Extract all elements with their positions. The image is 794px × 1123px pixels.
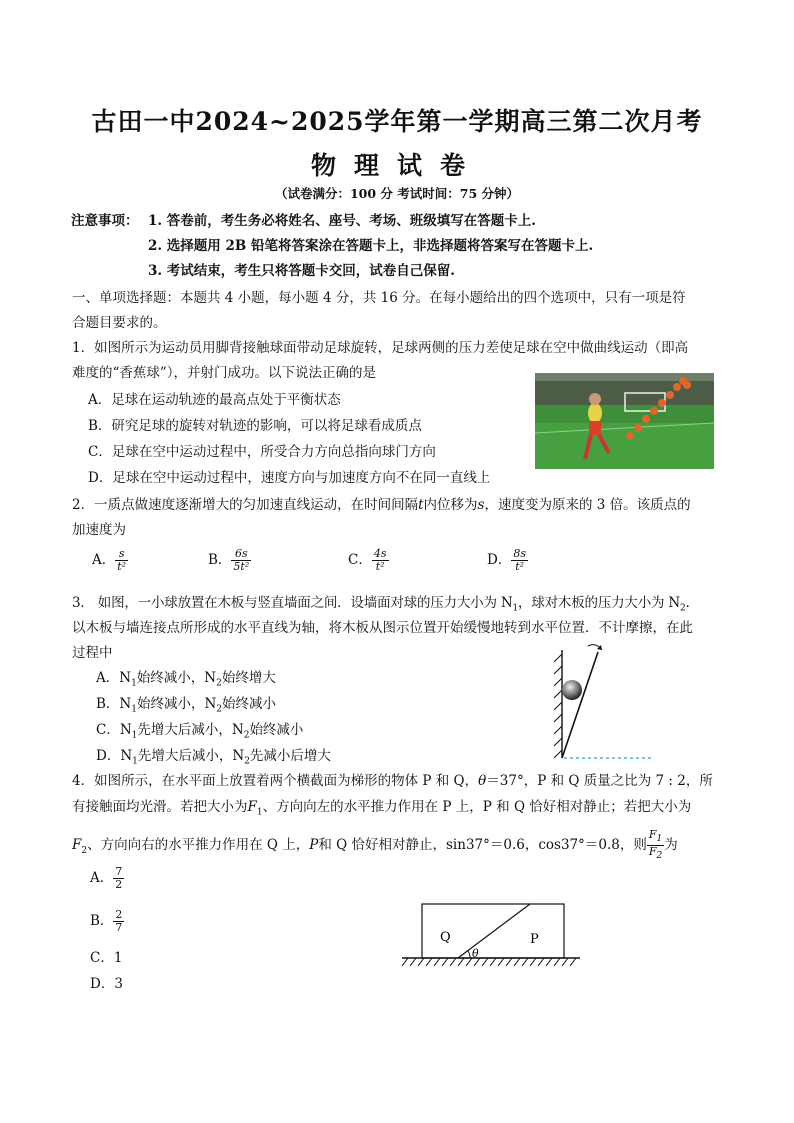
block-p-label: P: [530, 932, 539, 947]
q3-option-d-text2: 先增大后减小，N: [137, 748, 245, 764]
q3-option-b-text2: 始终减小，N: [136, 696, 217, 712]
q3-option-d-sub2: 2: [244, 756, 250, 767]
section-heading: 一、单项选择题：本题共 4 小题，每小题 4 分，共 16 分。在每小题给出的四个选项中，只有一项是符: [72, 290, 686, 306]
q3-sub-1: 1: [512, 603, 519, 614]
q3-option-d-text3: 先减小后增大: [249, 748, 331, 764]
q2-option-d-label: D．: [487, 552, 512, 568]
note-item-1: 1. 答卷前，考生务必将姓名、座号、考场、班级填写在答题卡上.: [148, 213, 536, 229]
q3-option-d: [96, 746, 331, 772]
q2-var-t: t: [418, 497, 424, 513]
q3-option-b-text3: 始终减小: [222, 696, 277, 712]
q2-option-c-den: t²: [375, 560, 385, 573]
q4-option-b-label: B．: [90, 913, 114, 929]
q3-sub-2: 2: [680, 603, 686, 614]
q1-stem-line1: 1．如图所示为运动员用脚背接触球面带动足球旋转，足球两侧的压力差使足球在空中做曲线运动（即高: [72, 340, 689, 356]
q3-option-a-text2: 始终减小，N: [136, 670, 217, 686]
q2-option-b-num: 6s: [231, 548, 251, 561]
q2-option-a-label: A．: [92, 552, 116, 568]
q3-option-a-sub2: 2: [216, 678, 222, 689]
q4-option-b-den: 7: [115, 921, 123, 934]
q4-option-c: C．1: [90, 950, 123, 966]
q3-option-c-sub2: 2: [243, 730, 250, 741]
q2-option-d-den: t²: [515, 560, 525, 573]
exam-title: 古田一中2024~2025学年第一学期高三第二次月考: [91, 107, 703, 136]
q3-option-c-text2: 先增大后减小，N: [137, 722, 244, 738]
q4-option-a: [90, 866, 124, 891]
q2-option-a-num: s: [115, 548, 128, 561]
q4-ratio-num-sub: 1: [656, 834, 663, 845]
wall-ball-figure: [540, 640, 660, 765]
q3-stem-line3: 过程中: [72, 645, 113, 661]
blocks-figure: [400, 898, 585, 973]
q3-option-c-sub1: 1: [131, 730, 138, 741]
q4-var-theta: θ: [478, 773, 487, 789]
q4-text-e: 、方向向右的水平推力作用在 Q 上，: [87, 837, 310, 854]
q3-option-c-text3: 始终减小: [249, 722, 304, 738]
q2-option-b-label: B．: [208, 552, 232, 568]
notes-label: 注意事项：: [71, 213, 139, 229]
q4-ratio-num-F: F: [648, 828, 657, 841]
q3-option-b-text1: B．N: [96, 696, 132, 712]
q3-option-c: [96, 720, 303, 746]
q2-option-b-den: 5t²: [233, 560, 250, 573]
q1-option-a: A．足球在运动轨迹的最高点处于平衡状态: [88, 392, 341, 408]
q1-option-c: C．足球在空中运动过程中，所受合力方向总指向球门方向: [88, 444, 436, 460]
q4-text-d: 、方向向左的水平推力作用在 P 上，P 和 Q 恰好相对静止；若把大小为: [262, 799, 692, 815]
q4-text-a: 4．如图所示，在水平面上放置着两个横截面为梯形的物体 P 和 Q，: [72, 773, 479, 789]
q4-text-f: 和 Q 恰好相对静止，sin37°＝0.6，cos37°＝0.8，则: [318, 837, 647, 854]
q3-option-d-sub1: 1: [132, 756, 138, 767]
q3-option-a-text1: A．N: [96, 670, 132, 686]
soccer-photo: [535, 373, 714, 469]
q4-stem-line1: [72, 771, 713, 791]
exam-subject: 物理试卷: [310, 151, 483, 180]
q2-option-d: [487, 548, 528, 573]
q3-stem-line1: [72, 593, 699, 619]
q3-text-a: 3． 如图，一小球放置在木板与竖直墙面之间．设墙面对球的压力大小为 N: [72, 595, 513, 611]
q1-option-d: D．足球在空中运动过程中，速度方向与加速度方向不在同一直线上: [88, 470, 491, 486]
q4-option-b: [90, 909, 124, 934]
q4-sub-1: 1: [256, 807, 263, 818]
q2-option-c-label: C．: [348, 552, 372, 568]
q4-var-P: P: [309, 837, 319, 854]
q2-text-b: 内位移为: [423, 497, 478, 513]
q4-text-b: ＝37°，P 和 Q 质量之比为 7 : 2，所: [486, 773, 713, 789]
q3-option-a-text3: 始终增大: [221, 670, 276, 686]
q2-var-s: s: [477, 497, 485, 513]
q3-text-c: ．: [685, 595, 699, 611]
q1-option-b: B．研究足球的旋转对轨迹的影响，可以将足球看成质点: [88, 418, 422, 434]
q1-stem-line2: 难度的“香蕉球”），并射门成功。以下说法正确的是: [72, 365, 377, 381]
q2-option-d-num: 8s: [513, 547, 526, 560]
q2-option-c: [348, 548, 389, 573]
q4-text-c: 有接触面均光滑。若把大小为: [72, 799, 248, 815]
q3-option-a-sub1: 1: [131, 678, 137, 689]
q4-option-d: D．3: [90, 976, 123, 992]
q4-option-a-num: 7: [115, 865, 123, 878]
q2-text-a: 2．一质点做速度逐渐增大的匀加速直线运动，在时间间隔: [72, 497, 419, 513]
q2-stem-line2: 加速度为: [72, 522, 126, 538]
q4-text-g: 为: [664, 837, 678, 854]
q2-option-b: [208, 548, 251, 573]
q2-option-a-den: t²: [117, 560, 127, 573]
q2-option-c-num: 4s: [373, 547, 387, 560]
q4-ratio-den-F: F: [648, 845, 657, 859]
exam-info: （试卷满分：100 分 考试时间：75 分钟）: [274, 186, 520, 201]
q3-option-b-sub1: 1: [131, 704, 137, 715]
q3-option-b-sub2: 2: [216, 704, 223, 715]
q4-stem-line3: [72, 829, 678, 862]
q3-stem-line2: 以木板与墙连接点所形成的水平直线为轴，将木板从图示位置开始缓慢地转到水平位置．不计摩擦，在此: [72, 620, 693, 636]
q4-var-F1: F: [247, 799, 257, 815]
q3-option-a: [96, 668, 276, 694]
q4-ratio-den-sub: 2: [656, 851, 663, 862]
q2-text-c: ，速度变为原来的 3 倍。该质点的: [484, 497, 691, 513]
q3-option-b: [96, 694, 276, 720]
q4-option-b-num: 2: [115, 908, 123, 921]
block-q-label: Q: [440, 930, 451, 945]
angle-theta-label: θ: [472, 947, 479, 960]
q3-text-b: ，球对木板的压力大小为 N: [518, 595, 681, 611]
note-item-3: 3. 考试结束，考生只将答题卡交回，试卷自己保留.: [148, 263, 455, 279]
q4-option-a-den: 2: [115, 878, 123, 891]
q2-stem-line1: [72, 495, 691, 515]
note-item-2: 2. 选择题用 2B 铅笔将答案涂在答题卡上，非选择题将答案写在答题卡上.: [148, 238, 594, 254]
q4-option-a-label: A．: [90, 870, 114, 886]
q4-sub-2: 2: [81, 845, 88, 856]
q2-option-a: [92, 548, 128, 573]
q4-var-F2: F: [72, 837, 82, 854]
q3-option-c-text1: C．N: [96, 722, 132, 738]
q3-option-d-text1: D．N: [96, 748, 133, 764]
q4-stem-line2: [72, 797, 691, 823]
section-heading-cont: 合题目要求的。: [72, 315, 167, 331]
